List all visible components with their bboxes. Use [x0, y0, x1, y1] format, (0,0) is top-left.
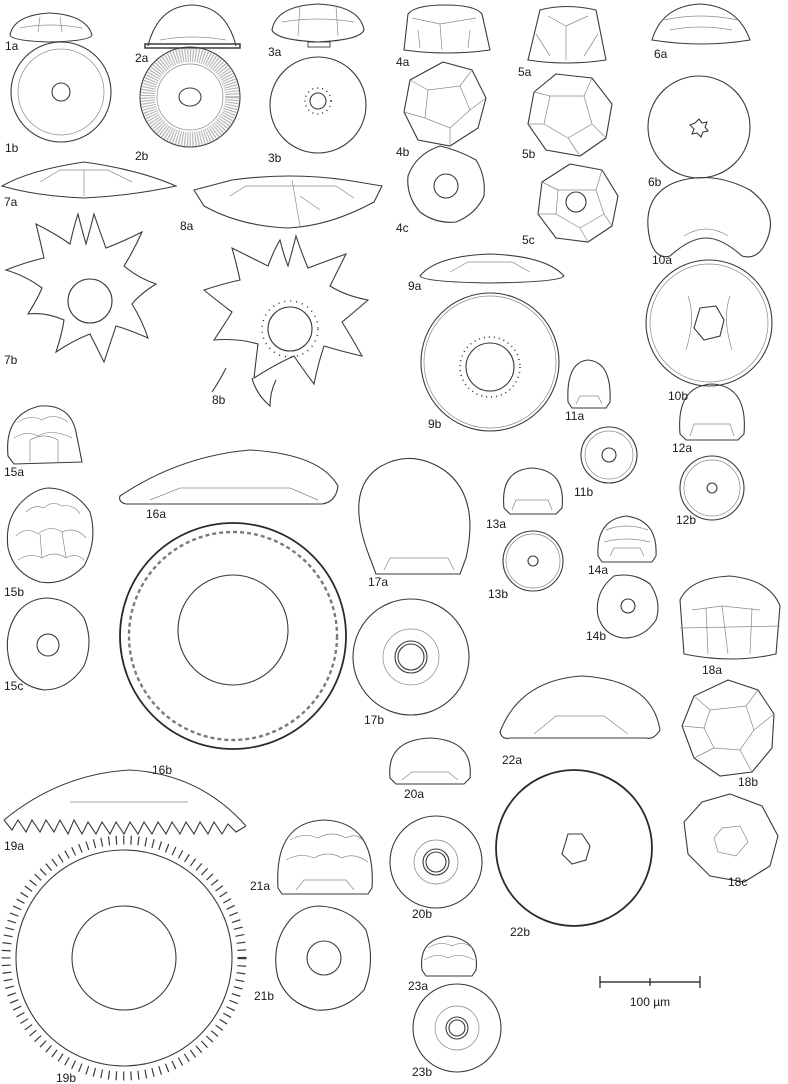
specimen-11b-pore: [602, 448, 616, 462]
specimen-7b-outline: [6, 214, 156, 362]
label-3b: 3b: [268, 151, 282, 165]
specimen-20b-mid-ring: [414, 840, 458, 884]
specimen-13a-outline: [504, 468, 563, 514]
specimen-23b-pore-inner: [449, 1020, 465, 1036]
label-13a: 13a: [486, 517, 507, 531]
label-4b: 4b: [396, 145, 410, 159]
specimen-1a-detail: [20, 17, 82, 32]
specimen-19a-base-spines: [4, 820, 246, 834]
specimen-20b-outline: [390, 816, 482, 908]
label-3a: 3a: [268, 45, 282, 59]
specimen-20b-pore-outer: [423, 849, 449, 875]
specimen-18a-outline: [680, 576, 780, 659]
specimen-11a-detail: [576, 396, 602, 404]
specimen-15a-reticulation: [14, 416, 72, 462]
specimen-4b-outline: [404, 62, 486, 146]
label-23a: 23a: [408, 979, 429, 993]
label-5b: 5b: [522, 147, 536, 161]
label-23b: 23b: [412, 1065, 433, 1079]
specimen-12a-detail: [690, 424, 734, 436]
specimen-3b-outline: [270, 57, 366, 153]
specimen-5a-side-view: [528, 7, 606, 64]
specimen-10b-sutures: [686, 296, 732, 350]
label-22b: 22b: [510, 925, 531, 939]
specimen-15c-outline: [7, 598, 89, 690]
specimen-14a-reticulation: [604, 526, 650, 556]
specimen-23b-outline: [413, 984, 501, 1072]
specimen-18c-outline: [684, 794, 778, 882]
specimen-4c-pore: [434, 174, 458, 198]
label-7a: 7a: [4, 195, 18, 209]
specimen-23a-reticulation: [424, 943, 474, 960]
label-16b: 16b: [152, 763, 173, 777]
label-15a: 15a: [4, 465, 25, 479]
specimen-9b-inner-ring: [424, 296, 556, 428]
specimen-10a-outline: [648, 178, 771, 257]
specimen-5a-facets: [536, 16, 598, 60]
specimen-14b-outline: [597, 575, 658, 638]
specimen-4c-outline: [408, 146, 485, 222]
label-9b: 9b: [428, 417, 442, 431]
specimen-3b-pore: [310, 93, 326, 109]
specimen-23b-mid-ring: [435, 1006, 479, 1050]
label-2a: 2a: [135, 51, 149, 65]
specimen-2b-pore: [179, 88, 201, 106]
label-21b: 21b: [254, 989, 275, 1003]
specimen-10b-inner-ring: [650, 264, 768, 382]
specimen-2a-detail: [160, 37, 226, 40]
specimen-19a-side-view: [4, 770, 246, 826]
label-15b: 15b: [4, 585, 25, 599]
specimen-22b-outline: [496, 770, 652, 926]
specimen-3a-basal-collar: [308, 42, 330, 47]
specimen-9a-side-view: [420, 254, 564, 283]
specimen-4a-facets: [412, 18, 476, 50]
specimen-3a-side-view: [272, 4, 364, 42]
specimen-2b-striated-band: [148, 55, 232, 139]
specimen-17b-pore-inner: [398, 644, 424, 670]
specimen-19b-inner-ring: [72, 906, 176, 1010]
label-15c: 15c: [4, 679, 24, 693]
label-14b: 14b: [586, 629, 607, 643]
label-5a: 5a: [518, 65, 532, 79]
label-13b: 13b: [488, 587, 509, 601]
specimen-13b-pore: [528, 556, 538, 566]
specimen-16b-crenulate-ring: [129, 532, 337, 740]
specimen-15b-outline: [7, 488, 93, 583]
specimen-13b-inner-ring: [506, 534, 560, 588]
specimen-16b-inner-ring: [178, 575, 288, 685]
specimen-4a-side-view: [404, 5, 490, 53]
specimen-21a-reticulation: [286, 834, 368, 890]
label-11b: 11b: [574, 485, 594, 499]
scale-bar: [600, 976, 700, 1009]
label-10a: 10a: [652, 253, 673, 267]
specimen-19b-spiny-margin: [6, 840, 242, 1076]
label-8b: 8b: [212, 393, 226, 407]
specimen-9b-outline: [421, 293, 559, 431]
label-7b: 7b: [4, 353, 18, 367]
specimen-11b-inner-ring: [585, 431, 633, 479]
label-1b: 1b: [5, 141, 19, 155]
specimen-21b-pore: [307, 941, 341, 975]
specimen-2b-inner-ring: [157, 64, 223, 130]
label-21a: 21a: [250, 879, 271, 893]
specimen-3b-pore-dots: [305, 88, 331, 114]
specimen-22b-pore: [562, 834, 590, 864]
scale-bar-label: 100 µm: [629, 995, 671, 1009]
specimen-5c-outline: [538, 164, 618, 242]
specimen-20a-outline: [390, 738, 471, 784]
specimen-16a-detail: [150, 488, 318, 500]
label-6a: 6a: [654, 47, 668, 61]
specimen-15b-reticulation: [16, 503, 86, 560]
specimen-18a-plates: [680, 606, 780, 654]
specimen-8a-side-view: [194, 176, 382, 228]
label-18a: 18a: [702, 663, 723, 677]
specimen-1b-outline: [11, 42, 111, 142]
specimen-21b-outline: [276, 906, 371, 1010]
label-18b: 18b: [738, 775, 759, 789]
label-17b: 17b: [364, 713, 385, 727]
specimen-13a-detail: [512, 500, 552, 510]
specimen-15c-pore: [37, 634, 59, 656]
specimen-17b-outline: [353, 599, 469, 715]
specimen-12b-outline: [680, 456, 744, 520]
specimen-12b-inner-ring: [684, 460, 740, 516]
specimen-9a-detail: [450, 262, 530, 272]
specimen-7b-pore: [68, 279, 112, 323]
specimen-7a-detail: [40, 170, 132, 196]
specimen-8b-pore-dots: [262, 301, 318, 357]
specimen-6a-side-view: [652, 4, 750, 44]
label-18c: 18c: [728, 875, 748, 889]
label-16a: 16a: [146, 507, 167, 521]
specimen-17b-pore-outer: [395, 641, 427, 673]
label-14a: 14a: [588, 563, 609, 577]
label-1a: 1a: [5, 39, 19, 53]
label-19a: 19a: [4, 839, 25, 853]
specimen-6b-outline: [648, 76, 750, 178]
specimen-6b-stellate-pore: [690, 119, 708, 137]
specimen-12a-outline: [680, 384, 745, 440]
specimen-6a-reticulation: [664, 16, 738, 30]
label-8a: 8a: [180, 219, 194, 233]
label-19b: 19b: [56, 1071, 77, 1084]
label-10b: 10b: [668, 389, 689, 403]
label-20a: 20a: [404, 787, 425, 801]
label-17a: 17a: [368, 575, 389, 589]
specimen-17a-detail: [384, 558, 454, 570]
specimen-23a-outline: [422, 936, 477, 976]
specimen-18c-pore: [714, 826, 748, 856]
label-6b: 6b: [648, 175, 662, 189]
scale-bar-line: [600, 976, 700, 988]
specimen-16a-side-view: [120, 450, 338, 504]
specimen-22a-detail: [534, 716, 628, 734]
label-22a: 22a: [502, 753, 523, 767]
label-12b: 12b: [676, 513, 697, 527]
specimen-1b-inner-ring: [18, 49, 104, 135]
specimen-12b-pore: [707, 483, 717, 493]
specimen-10a-detail: [684, 229, 728, 236]
specimen-10b-outline: [646, 260, 772, 386]
specimen-17a-outline: [359, 458, 470, 574]
label-20b: 20b: [412, 907, 433, 921]
specimen-7a-side-view: [2, 162, 176, 198]
specimen-9b-pore-dots: [460, 337, 520, 397]
specimen-11b-outline: [581, 427, 637, 483]
label-4c: 4c: [396, 221, 409, 235]
label-2b: 2b: [135, 149, 149, 163]
specimen-20b-pore-inner: [426, 852, 446, 872]
specimen-5b-facets: [528, 78, 606, 156]
specimen-4b-facets: [404, 70, 486, 146]
specimen-5b-outline: [528, 74, 612, 156]
specimen-22a-outline: [500, 676, 660, 738]
specimen-9b-pore: [466, 343, 514, 391]
label-4a: 4a: [396, 55, 410, 69]
specimen-15a-outline: [8, 406, 82, 464]
label-5c: 5c: [522, 233, 535, 247]
label-12a: 12a: [672, 441, 693, 455]
specimen-11a-outline: [568, 360, 610, 408]
specimen-5c-facets: [538, 170, 612, 242]
specimen-5c-pore: [566, 192, 586, 212]
specimen-1b-pore: [52, 83, 70, 101]
specimen-16b-outline: [120, 523, 346, 749]
specimen-8b-outline: [204, 236, 368, 384]
specimen-17b-mid-ring: [383, 629, 439, 685]
specimen-20a-detail: [402, 772, 458, 780]
specimen-3a-detail: [282, 6, 354, 36]
label-11a: 11a: [565, 409, 585, 423]
specimen-10b-pore: [694, 306, 724, 340]
specimen-8b-pore: [268, 307, 312, 351]
specimen-18b-outline: [682, 680, 774, 776]
specimen-19b-outline: [16, 850, 232, 1066]
specimen-14b-pore: [621, 599, 635, 613]
label-9a: 9a: [408, 279, 422, 293]
specimen-13b-outline: [503, 531, 563, 591]
